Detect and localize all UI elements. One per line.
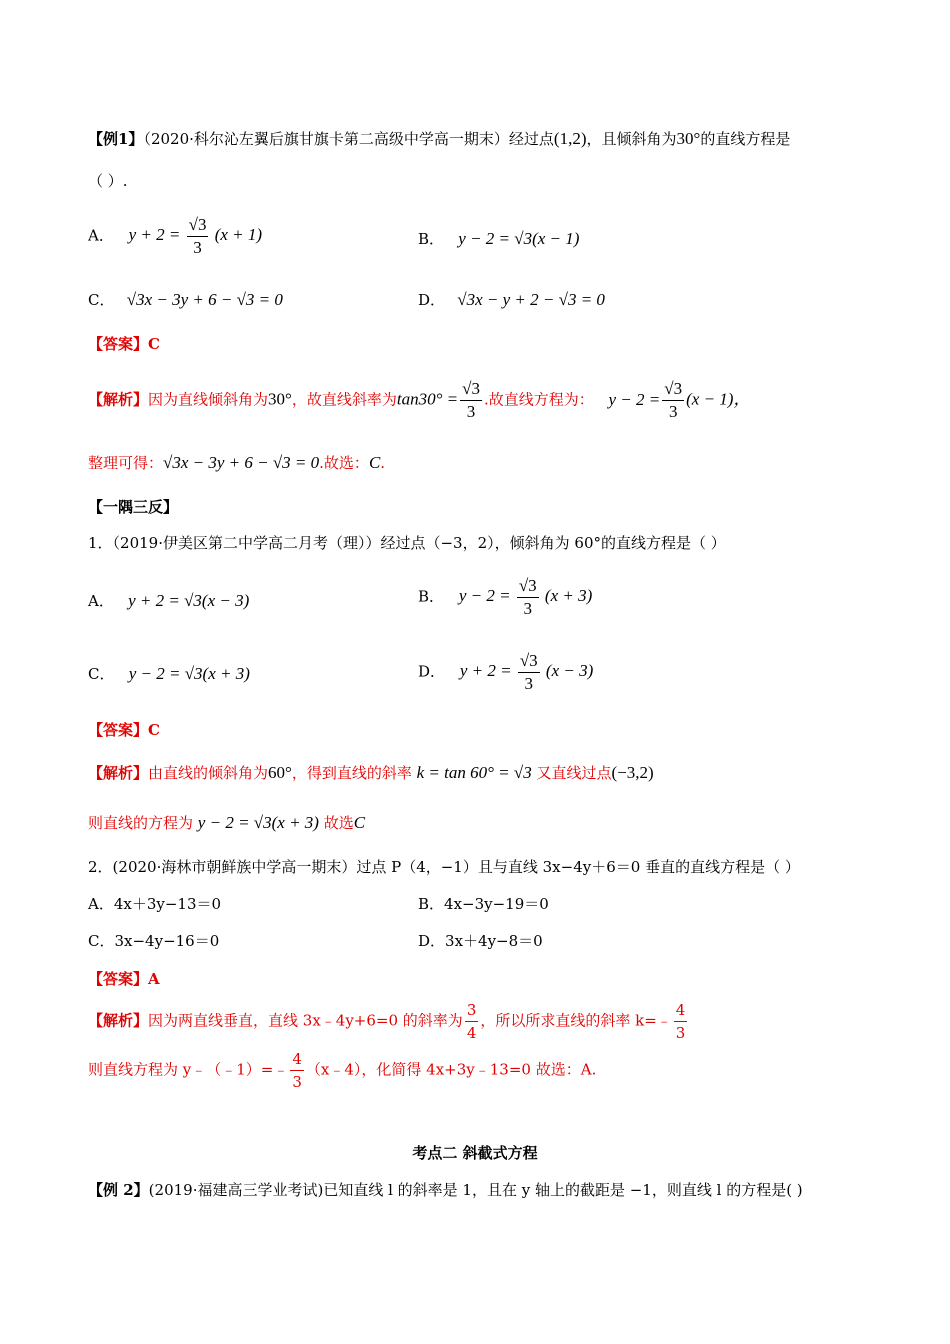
math-text: (x + 3) [544, 586, 593, 606]
q2-analysis-line2 [88, 1048, 596, 1093]
frac-num: √3 [662, 378, 684, 401]
math-text: C [368, 453, 381, 472]
frac-num: √3 [517, 575, 539, 598]
q2-answer: 【答案】A [88, 970, 160, 988]
fraction [187, 214, 209, 259]
option-label: B． [418, 587, 445, 606]
option-label: C． [88, 291, 115, 309]
ex1-option-b [418, 228, 579, 250]
frac-num: 3 [465, 999, 479, 1022]
frac-num: √3 [460, 378, 482, 401]
fraction [674, 999, 688, 1044]
fraction [465, 999, 479, 1044]
analysis-tag: 【解析】 [88, 390, 149, 409]
q2-option-a: A．4x＋3y−13＝0 [88, 895, 222, 913]
math-text: C [353, 813, 366, 832]
math-text: (x − 3) [545, 661, 594, 681]
text: . [380, 454, 386, 472]
math-text: (x + 1) [214, 225, 263, 245]
option-label: A． [88, 226, 114, 245]
math-text: y − 2 = √3(x − 1) [458, 229, 580, 248]
ex1-analysis-line1 [88, 378, 750, 423]
fraction [460, 378, 482, 423]
frac-num: √3 [187, 214, 209, 237]
math-text: √3x − y + 2 − √3 = 0 [457, 290, 605, 309]
frac-num: 4 [290, 1048, 304, 1071]
ex1-stem-b: ，且倾斜角为 [586, 130, 677, 148]
text: ，得到直线的斜率 [291, 764, 412, 782]
math-text: y + 2 = [459, 661, 512, 681]
ex2-tag: 【例 2】 [88, 1181, 149, 1199]
q2-option-c: C．3x−4y−16＝0 [88, 932, 220, 950]
math-text: √3x − 3y + 6 − √3 = 0 [126, 290, 283, 309]
ex1-stem-c: 的直线方程是 [700, 130, 791, 148]
ex1-stem-a: 经过点 [508, 130, 554, 148]
q2-analysis-line1 [88, 999, 689, 1044]
frac-den: 3 [292, 1073, 302, 1091]
q1-option-d [418, 650, 593, 695]
kd2-title: 考点二 斜截式方程 [412, 1144, 538, 1162]
frac-den: 3 [193, 238, 202, 257]
q1-answer: 【答案】C [88, 721, 160, 739]
ex1-point: (1,2) [553, 129, 587, 148]
ex1-answer: 【答案】C [88, 335, 160, 353]
ex1-angle: 30° [676, 129, 701, 148]
analysis-tag: 【解析】 [88, 764, 149, 782]
math-text: y + 2 = [128, 225, 181, 245]
option-label: B． [418, 230, 445, 248]
text: 则直线方程为 y﹣（﹣1）=﹣ [88, 1060, 289, 1079]
ex1-analysis-line2 [88, 452, 385, 474]
q1-analysis-line2 [88, 812, 365, 834]
text: ，所以所求直线的斜率 k=﹣ [480, 1011, 672, 1030]
q1-stem: 1．（2019·伊美区第二中学高二月考（理））经过点（−3，2），倾斜角为 60°的直线方程是（ ） [88, 534, 726, 552]
math-text: y − 2 = [608, 389, 661, 409]
fraction [290, 1048, 304, 1093]
math-text: y − 2 = √3(x + 3) [128, 664, 250, 683]
section-title: 【一隅三反】 [88, 498, 179, 516]
fraction [662, 378, 684, 423]
math-text: (−3,2) [611, 763, 654, 782]
frac-den: 3 [466, 402, 476, 421]
math-text: (x − 1)， [686, 389, 751, 409]
text: （x﹣4），化简得 4x+3y﹣13=0 故选：A. [305, 1060, 597, 1079]
math-text: y + 2 = √3(x − 3) [128, 591, 250, 610]
text: .故直线方程为： [483, 390, 594, 409]
option-label: A． [88, 592, 114, 610]
ex1-tag: 【例1】 [88, 130, 144, 148]
ex1-paren: （ ）. [88, 172, 128, 190]
frac-den: 4 [466, 1024, 477, 1042]
q2-option-b: B．4x−3y−19＝0 [418, 895, 549, 913]
math-text: 60° [268, 763, 292, 782]
analysis-tag: 【解析】 [88, 1011, 149, 1030]
option-label: C． [88, 665, 115, 683]
text: 因为两直线垂直，直线 3x﹣4y+6=0 的斜率为 [148, 1011, 463, 1030]
ex1-stem-line [88, 128, 790, 150]
ex1-source: （2020·科尔沁左翼后旗甘旗卡第二高级中学高一期末） [143, 130, 509, 148]
q2-option-d: D．3x＋4y−8＝0 [418, 932, 543, 950]
fraction [518, 650, 540, 695]
frac-num: √3 [518, 650, 540, 673]
frac-den: 3 [523, 599, 532, 618]
q2-stem: 2．(2020·海林市朝鲜族中学高一期末）过点 P（4，−1）且与直线 3x−4y＋6＝0 垂直的直线方程是（ ） [88, 858, 800, 876]
option-label: D． [418, 291, 446, 309]
q1-option-b [418, 575, 592, 620]
math-text: k = tan 60° = √3 [416, 763, 532, 782]
ex1-option-d [418, 289, 605, 311]
ex2-text: (2019·福建高三学业考试)已知直线 l 的斜率是 1，且在 y 轴上的截距是 −1，则直线 l 的方程是( ) [148, 1181, 803, 1199]
frac-num: 4 [674, 999, 688, 1022]
text: 故选 [323, 814, 354, 832]
math-text: y − 2 = [458, 586, 511, 606]
ex1-option-a [88, 214, 262, 259]
text: 整理可得： [88, 454, 164, 472]
math-text: y − 2 = √3(x + 3) [197, 813, 319, 832]
text: 又直线过点 [536, 764, 612, 782]
text: 因为直线倾斜角为 [148, 390, 269, 409]
fraction [517, 575, 539, 620]
text: .故选： [319, 454, 369, 472]
frac-den: 3 [668, 402, 678, 421]
text: 则直线的方程为 [88, 814, 194, 832]
text: ，故直线斜率为 [291, 390, 397, 409]
math-text: tan30° = [396, 389, 459, 409]
q1-option-c [88, 663, 250, 685]
ex1-option-a-math [128, 215, 263, 257]
ex2-line [88, 1179, 803, 1201]
q1-option-a [88, 590, 249, 612]
frac-den: 3 [524, 674, 533, 693]
q1-analysis-line1 [88, 762, 654, 784]
math-text: 30° [268, 389, 292, 409]
math-text: √3x − 3y + 6 − √3 = 0 [163, 453, 320, 472]
frac-den: 3 [675, 1024, 686, 1042]
text: 由直线的倾斜角为 [148, 764, 269, 782]
option-label: D． [418, 662, 446, 681]
ex1-option-c [88, 289, 283, 311]
